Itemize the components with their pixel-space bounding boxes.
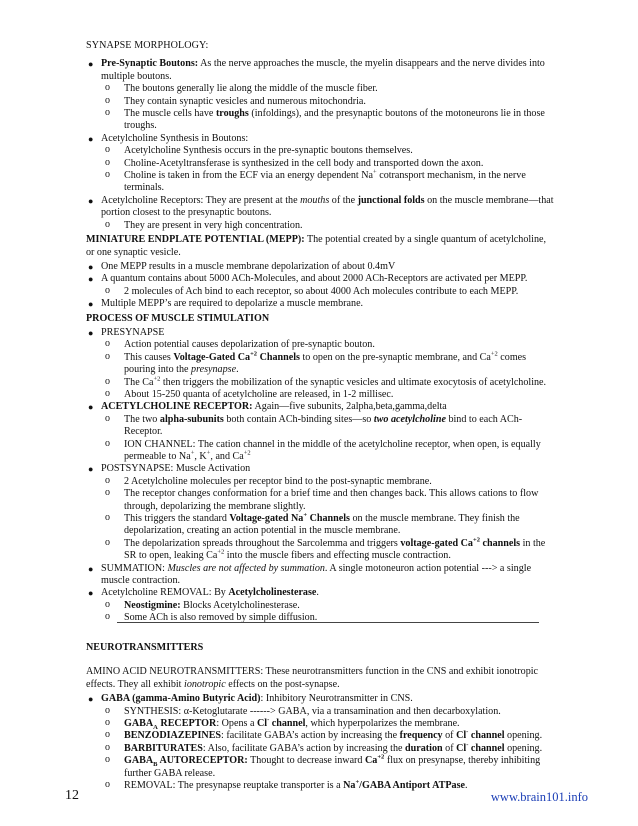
list-item: o 2 Acetylcholine molecules per receptor bind to the post-synaptic membrane. [101,476,556,488]
list-item: o The muscle cells have troughs (infoldings), and the presynaptic boutons of the motoneurons lie in those troughs. [101,108,556,133]
list-item: o 2 molecules of Ach bind to each receptor, so about 4000 Ach molecules contribute to each MEPP. [101,286,556,298]
list-item: o The boutons generally lie along the middle of the muscle fiber. [101,83,556,95]
list-item [86,58,556,132]
list-item: o Some ACh is also removed by simple diffusion. [101,612,556,624]
list-item: ● A quantum contains about 5000 ACh-Molecules, and about 2000 ACh-Receptors are activated per MEPP. o 2 molecules of Ach bind to each receptor, so about 4000 Ach molecules contribute to each MEPP. [86,273,556,298]
list-item: ● GABA (gamma-Amino Butyric Acid): Inhibitory Neurotransmitter in CNS. o SYNTHESIS: α-Ketoglutarate ------> GABA, via a transamination and then decarboxylation. o $GABA_A$ RECEPTOR: Opens a Cl- channel, which hyperpolarizes the membrane. o BENZODIAZEPINES: facilitate GABA’s action by increasing the frequency of Cl- channel opening. o BARBITURATES: Also, facilitate GABA’s action by increasing the duration of Cl- channel opening. o $GABA_B$ AUTORECEPTOR: Thought to decrease inward $Ca^{+2}$ flux on presynapse, thereby inhibiting further GABA release. o REMOVAL: The presynapse reuptake transporter is a Na+/GABA Antiport ATPase. [86,693,556,792]
list-item: o Neostigmine: Blocks Acetylcholinesterase. [101,600,556,612]
list-item: o $GABA_A$ RECEPTOR: Opens a Cl- channel, which hyperpolarizes the membrane. [101,718,556,730]
list-item: o The $Ca^{+2}$ then triggers the mobilization of the synaptic vesicles and ultimate exocytosis of acetylcholine. [101,377,556,389]
mepp-definition: MINIATURE ENDPLATE POTENTIAL (MEPP): The potential created by a single quantum of acetylcholine, or one synaptic vesicle. [86,234,547,258]
list-item: ● ACETYLCHOLINE RECEPTOR: Again—five subunits, 2alpha,beta,gamma,delta o The two alpha-subunits both contain ACh-binding sites—so two acetylcholine bind to each ACh-Receptor. o ION CHANNEL: The cation channel in the middle of the acetylcholine receptor, when open, is equally permeable to Na+, K+, and $Ca^{+2}$ [86,401,556,463]
list-item: o BARBITURATES: Also, facilitate GABA’s action by increasing the duration of Cl- channel opening. [101,743,556,755]
section-divider [117,622,539,623]
list-item: o BENZODIAZEPINES: facilitate GABA’s action by increasing the frequency of Cl- channel opening. [101,730,556,742]
list-item: ● Acetylcholine Receptors: They are present at the mouths of the junctional folds on the muscle membrane—that portion closest to the presynaptic boutons. o They are present in very high concentration. [86,195,556,232]
list-item: o REMOVAL: The presynapse reuptake transporter is a Na+/GABA Antiport ATPase. [101,780,556,792]
list-item: ● SUMMATION: Muscles are not affected by summation. A single motoneuron action potential ---> a single muscle contraction. [86,563,556,588]
amino-acid-intro: AMINO ACID NEUROTRANSMITTERS: These neurotransmitters function in the CNS and exhibit ionotropic effects. They all exhibit ionotropic effects on the post-synapse. [86,666,539,690]
list-item: o This triggers the standard Voltage-gated Na+ Channels on the muscle membrane. They finish the depolarization, creating an action potential in the muscle membrane. [101,513,556,538]
process-list [86,327,556,625]
synapse-heading: SYNAPSE MORPHOLOGY: [86,40,209,51]
list-item: o About 15-250 quanta of acetylcholine are released, in 1-2 millisec. [101,389,556,401]
list-item: ● POSTSYNAPSE: Muscle Activation o 2 Acetylcholine molecules per receptor bind to the post-synaptic membrane. o The receptor changes conformation for a brief time and then changes back. This allows cations to flow through, depolarizing the membrane slightly. o This triggers the standard Voltage-gated Na+ Channels on the muscle membrane. They finish the depolarization, creating an action potential in the muscle membrane. o The depolarization spreads throughout the Sarcolemma and triggers voltage-gated $Ca^{+2}$ channels in the SR to open, leaking $Ca^{+2}$ into the muscle fibers and effecting muscle contraction. [86,463,556,562]
list-item: o They contain synaptic vesicles and numerous mitochondria. [101,96,556,108]
list-item: o The depolarization spreads throughout the Sarcolemma and triggers voltage-gated $Ca^{+2}$ channels in the SR to open, leaking $Ca^{+2}$ into the muscle fibers and effecting muscle contraction. [101,538,556,563]
list-item: o SYNTHESIS: α-Ketoglutarate ------> GABA, via a transamination and then decarboxylation. [101,706,556,718]
synapse-list [86,58,556,232]
list-item: ● PRESYNAPSE o Action potential causes depolarization of pre-synaptic bouton. o This causes Voltage-Gated $Ca^{+2}$ Channels to open on the pre-synaptic membrane, and $Ca^{+2}$ comes pouring into the presynapse. o The $Ca^{+2}$ then triggers the mobilization of the synaptic vesicles and ultimate exocytosis of acetylcholine. o About 15-250 quanta of acetylcholine are released, in 1-2 millisec. [86,327,556,401]
list-item: ● Multiple MEPP’s are required to depolarize a muscle membrane. [86,298,556,310]
list-item: o Choline is taken in from the ECF via an energy dependent Na+ cotransport mechanism, in the nerve terminals. [101,170,556,195]
synapse-content [86,40,556,625]
list-item: o $GABA_B$ AUTORECEPTOR: Thought to decrease inward $Ca^{+2}$ flux on presynapse, thereby inhibiting further GABA release. [101,755,556,780]
list-item: ● Acetylcholine Synthesis in Boutons: o Acetylcholine Synthesis occurs in the pre-synaptic boutons themselves. o Choline-Acetyltransferase is synthesized in the cell body and transported down the axon. o Choline is taken in from the ECF via an energy dependent Na+ cotransport mechanism, in the nerve terminals. [86,133,556,195]
list-item: o The receptor changes conformation for a brief time and then changes back. This allows cations to flow through, depolarizing the membrane slightly. [101,488,556,513]
mepp-list [86,261,556,311]
list-item: ● One MEPP results in a muscle membrane depolarization of about 0.4mV [86,261,556,273]
list-item: o Action potential causes depolarization of pre-synaptic bouton. [101,339,556,351]
list-item: o This causes Voltage-Gated $Ca^{+2}$ Channels to open on the pre-synaptic membrane, and $Ca^{+2}$ comes pouring into the presynapse. [101,352,556,377]
page-number: 12 [65,788,79,803]
list-item: o They are present in very high concentration. [101,220,556,232]
process-heading: PROCESS OF MUSCLE STIMULATION [86,312,270,324]
neuro-heading: NEUROTRANSMITTERS [86,642,204,653]
boutons-text: As the nerve approaches the muscle, the myelin disappears and the nerve divides into multiple boutons. [101,58,545,82]
gaba-list [86,693,556,792]
list-item: o ION CHANNEL: The cation channel in the middle of the acetylcholine receptor, when open, is equally permeable to Na+, K+, and $Ca^{+2}$ [101,439,556,464]
list-item: o The two alpha-subunits both contain ACh-binding sites—so two acetylcholine bind to each ACh-Receptor. [101,414,556,439]
list-item: ● Acetylcholine REMOVAL: By Acetylcholinesterase. o Neostigmine: Blocks Acetylcholinesterase. o Some ACh is also removed by simple diffusion. [86,587,556,624]
neurotransmitters-section [86,642,556,792]
website-link[interactable]: www.brain101.info [490,790,588,804]
boutons-lead: Pre-Synaptic Boutons: [101,58,199,70]
list-item: o Choline-Acetyltransferase is synthesized in the cell body and transported down the axon. [101,158,556,170]
list-item: o Acetylcholine Synthesis occurs in the pre-synaptic boutons themselves. [101,145,556,157]
